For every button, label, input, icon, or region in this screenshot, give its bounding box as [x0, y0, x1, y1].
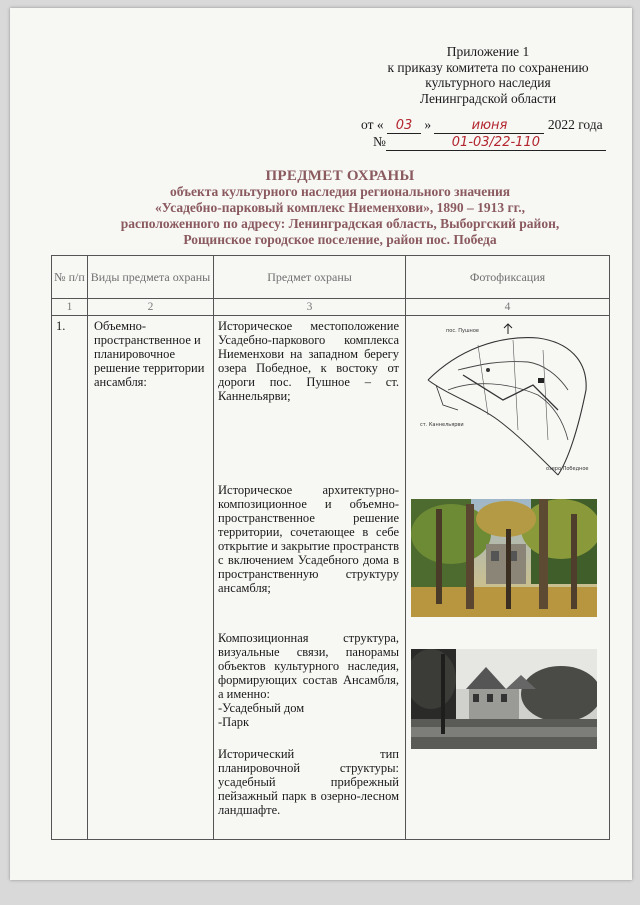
col-number: 1	[52, 299, 88, 316]
appendix-line: к приказу комитета по сохранению	[387, 59, 589, 75]
protection-table	[51, 255, 610, 840]
document-title	[50, 168, 630, 248]
appendix-line: Приложение 1	[446, 44, 530, 59]
date-day: 03	[395, 118, 413, 133]
order-number	[373, 134, 613, 151]
title-line: Рощинское городское поселение, район пос. Победа	[183, 232, 497, 247]
forest-photo	[411, 499, 597, 617]
map-label: озеро Победное	[546, 466, 589, 472]
number-value: 01-03/22-110	[451, 135, 540, 150]
date-prefix: от «	[361, 117, 384, 132]
photo-cell	[406, 316, 610, 840]
appendix-line: Ленинградской области	[419, 90, 557, 106]
title-line: расположенного по адресу: Ленинградская область, Выборгский район,	[120, 216, 560, 231]
map-label: ст. Каннельярви	[420, 422, 464, 428]
row-subject	[214, 316, 406, 840]
subject-item: Историческое архитектурно-композиционное и объемно-пространственное решение территории, сочетающее в себе открытие и закрытие пространств с включением Усадебного дома в пространственную структуру ансамбля;	[218, 483, 400, 595]
header-kind: Виды предмета охраны	[88, 256, 214, 299]
column-number-row	[52, 299, 610, 316]
order-date	[361, 117, 613, 134]
table-row	[52, 316, 610, 840]
title-main: ПРЕДМЕТ ОХРАНЫ	[265, 168, 415, 184]
subject-item: Историческое местоположение Усадебно-паркового комплекса Ниеменхови на западном берегу озера Победное, к востоку от дороги пос. Пушное – ст. Каннельярви;	[218, 319, 399, 403]
subject-item: Композиционная структура, визуальные связи, панорамы объектов культурного наследия, формирующих состав Ансамбля, а именно:	[218, 631, 399, 701]
col-number: 3	[214, 299, 406, 316]
number-prefix: №	[373, 134, 386, 149]
table-header-row	[52, 256, 610, 299]
map-label: пос. Пушное	[446, 328, 479, 334]
row-number: 1.	[52, 316, 88, 840]
appendix-line: культурного наследия	[425, 75, 551, 90]
appendix-block	[358, 44, 618, 106]
date-mid: »	[424, 117, 432, 132]
title-line: объекта культурного наследия регионального значения	[169, 184, 511, 199]
header-num: № п/п	[52, 256, 88, 299]
col-number: 4	[406, 299, 610, 316]
manor-photo	[411, 649, 597, 749]
subject-item: Исторический тип планировочной структуры: усадебный прибрежный пейзажный парк в озерно-лесном ландшафте.	[218, 747, 399, 817]
site-plan-image	[418, 320, 600, 480]
row-kind: Объемно-пространственное и планировочное решение территории ансамбля:	[88, 316, 214, 840]
subject-item: -Парк	[218, 715, 250, 729]
header-photo: Фотофиксация	[406, 256, 610, 299]
subject-item: -Усадебный дом	[218, 701, 305, 715]
date-year: 2022 года	[547, 117, 603, 132]
title-line: «Усадебно-парковый комплекс Ниеменхови», 1890 – 1913 гг.,	[155, 200, 525, 215]
header-subject: Предмет охраны	[214, 256, 406, 299]
col-number: 2	[88, 299, 214, 316]
date-month: июня	[471, 118, 508, 133]
